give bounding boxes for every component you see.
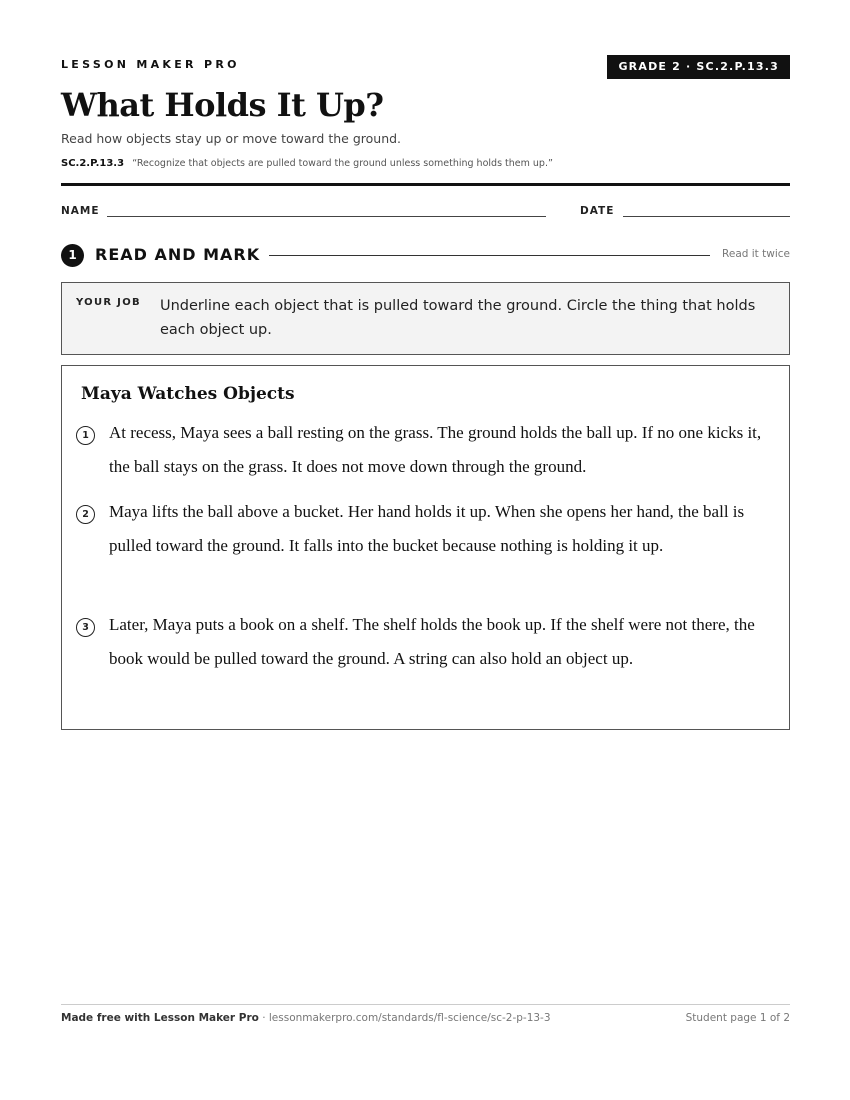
section-hint: Read it twice [722,248,790,260]
standard-quote: “Recognize that objects are pulled toward the ground unless something holds them up.” [132,158,553,169]
section-title: READ AND MARK [95,245,261,264]
brand-name: LESSON MAKER PRO [61,58,240,71]
paragraph-number-badge: 3 [76,618,95,637]
date-label: DATE [580,205,615,217]
paragraph-text: At recess, Maya sees a ball resting on the grass. The ground holds the ball up. If no one kicks it, the ball stays on the grass. It does not move down through the ground. [109,423,762,476]
passage-title: Maya Watches Objects [81,384,295,404]
name-line[interactable] [107,216,546,217]
your-job-box [61,282,790,355]
page-subtitle: Read how objects stay up or move toward the ground. [61,131,402,146]
section-header [61,243,790,267]
standard-code: SC.2.P.13.3 [61,158,125,169]
footer-made-with: Made free with Lesson Maker Pro [61,1012,259,1024]
reading-passage-box [61,365,790,730]
paragraph-text: Later, Maya puts a book on a shelf. The shelf holds the book up. If the shelf were not there, the book would be pulled toward the ground. A string can also hold an object up. [109,615,755,668]
grade-badge: GRADE 2 · SC.2.P.13.3 [607,55,790,79]
your-job-label: YOUR JOB [76,297,141,308]
footer-page-number: Student page 1 of 2 [685,1012,790,1024]
page-title: What Holds It Up? [61,86,384,124]
footer-divider [61,1004,790,1005]
section-number-badge: 1 [61,244,84,267]
paragraph-text: Maya lifts the ball above a bucket. Her hand holds it up. When she opens her hand, the ball is pulled toward the ground. It falls into the bucket because nothing is holding it up. [109,502,745,555]
paragraph-number-badge: 1 [76,426,95,445]
name-date-row [61,205,790,219]
header-divider [61,183,790,186]
section-divider [269,255,710,256]
name-label: NAME [61,205,100,217]
your-job-text: Underline each object that is pulled toward the ground. Circle the thing that holds each object up. [160,298,756,338]
standard-line [61,158,553,169]
footer-url[interactable]: · lessonmakerpro.com/standards/fl-science/sc-2-p-13-3 [258,1012,551,1024]
paragraph-number-badge: 2 [76,505,95,524]
footer-credit [61,1012,551,1024]
date-line[interactable] [623,216,790,217]
